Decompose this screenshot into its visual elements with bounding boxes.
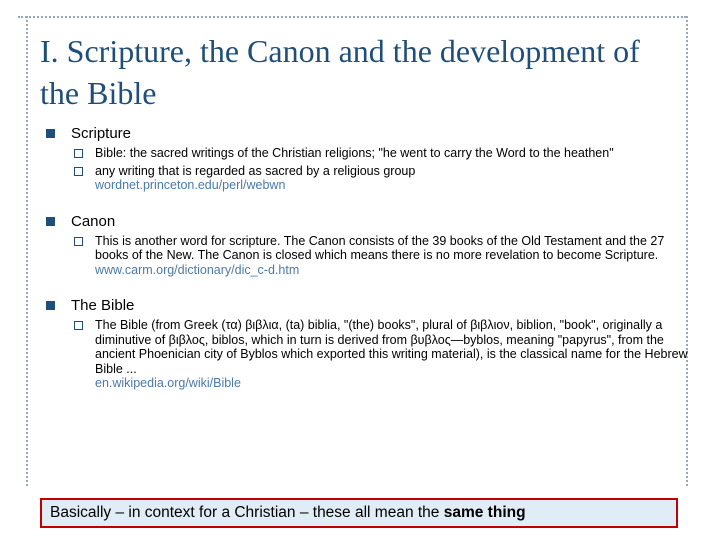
top-dotted-rule (18, 16, 686, 18)
section-heading: Canon (71, 212, 116, 230)
sub-bullet (74, 234, 690, 278)
sub-bullet-text: any writing that is regarded as sacred by a religious group (95, 163, 416, 178)
source-link[interactable]: wordnet.princeton.edu/perl/webwn (95, 178, 286, 192)
box-bullet-icon (74, 167, 83, 176)
section-heading: Scripture (71, 125, 132, 142)
box-bullet-icon (74, 321, 83, 330)
banner-emphasis: same thing (443, 504, 526, 521)
slide-title: I. Scripture, the Canon and the development of the Bible (40, 33, 640, 111)
left-dotted-rule (26, 16, 28, 486)
bullet-canon (42, 213, 690, 231)
bullet-scripture (42, 125, 690, 143)
sub-bullets (74, 234, 690, 278)
sub-bullet (74, 164, 690, 193)
section-scripture (42, 125, 690, 193)
bullet-the-bible (42, 297, 690, 315)
section-heading: The Bible (71, 297, 135, 314)
sub-bullets (74, 318, 690, 391)
sub-bullet (74, 318, 690, 391)
sub-bullet-text: Bible: the sacred writings of the Christian religions; "he went to carry the Word to the heathen" (95, 146, 614, 160)
box-bullet-icon (74, 149, 83, 158)
section-canon (42, 213, 690, 278)
banner-text: Basically – in context for a Christian – these all mean the (50, 504, 444, 521)
section-the-bible (42, 297, 690, 391)
sub-bullet-text: This is another word for scripture. The Canon consists of the 39 books of the Old Testament and the 27 books of the New. The Canon is closed which means there is no more revelation to become Scripture. (95, 233, 665, 262)
square-bullet-icon (46, 217, 55, 226)
square-bullet-icon (46, 301, 55, 310)
sub-bullet (74, 146, 690, 161)
square-bullet-icon (46, 129, 55, 138)
box-bullet-icon (74, 237, 83, 246)
source-link[interactable]: en.wikipedia.org/wiki/Bible (95, 376, 241, 390)
sub-bullet-text: The Bible (from Greek (τα) βιβλια, (ta) biblia, "(the) books", plural of βιβλιον, biblion, "book", originally a diminutive of βιβλος, biblos, which in turn is derived from βυβλος—byblos, meaning "papyrus", from the ancient Phoenician city of Byblos which exported this writing material), is the classical name for the Hebrew Bible ... (95, 318, 688, 376)
slide-content (42, 125, 690, 411)
sub-bullets (74, 146, 690, 193)
source-link[interactable]: www.carm.org/dictionary/dic_c-d.htm (95, 262, 300, 277)
summary-banner (40, 498, 678, 528)
